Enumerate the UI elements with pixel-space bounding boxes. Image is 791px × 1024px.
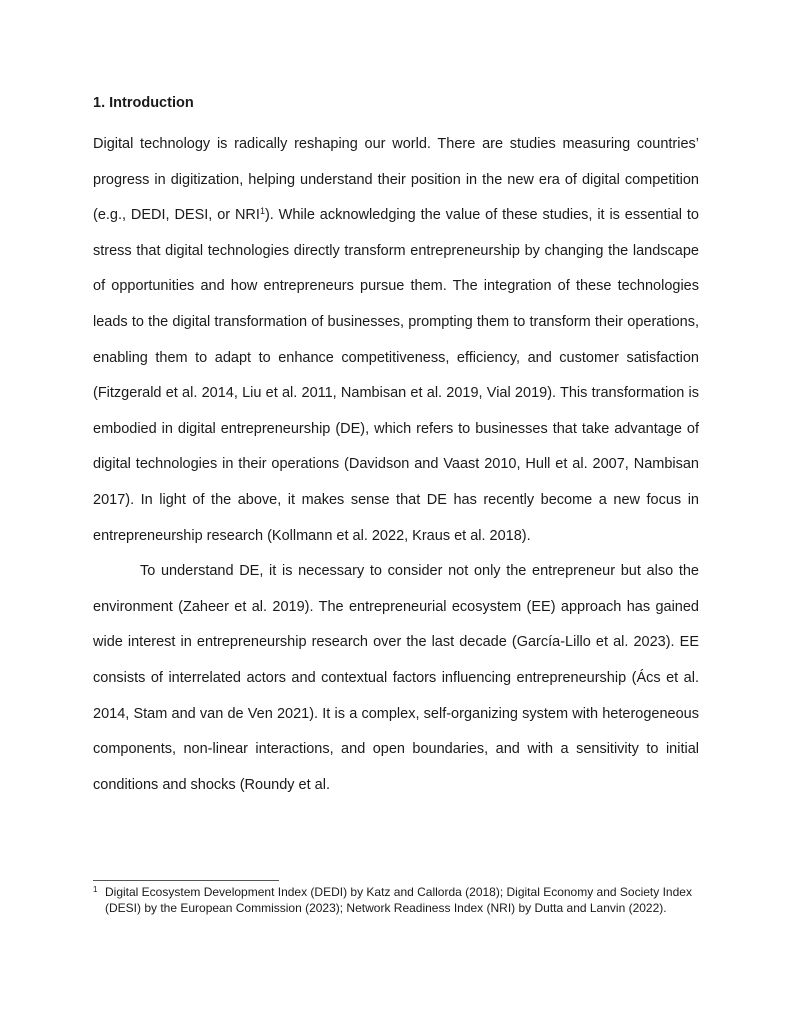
footnote	[93, 884, 699, 916]
paragraph-1	[93, 127, 699, 554]
footnote-mark: 1	[93, 885, 98, 894]
paragraph-2: To understand DE, it is necessary to consider not only the entrepreneur but also the environment (Zaheer et al. 2019). The entrepreneurial ecosystem (EE) approach has gained wide interest in entrepreneurship research over the last decade (García-Lillo et al. 2023). EE consists of interrelated actors and contextual factors influencing entrepreneurship (Ács et al. 2014, Stam and van de Ven 2021). It is a complex, self-organizing system with heterogeneous components, non-linear interactions, and open boundaries, and with a sensitivity to initial conditions and shocks (Roundy et al.	[93, 563, 699, 793]
body-text	[93, 127, 699, 803]
footnote-reference[interactable]: 1	[259, 206, 265, 217]
paragraph-1-text-a: Digital technology is radically reshaping our world. There are studies measuring countries’ progress in digitization, helping understand their position in the new era of digital competition (e.g., DEDI, DESI, or NRI	[93, 136, 699, 224]
footnote-text: Digital Ecosystem Development Index (DEDI) by Katz and Callorda (2018); Digital Economy and Society Index (DESI) by the European Commission (2023); Network Readiness Index (NRI) by Dutta and Lanvin (2022).	[105, 885, 692, 915]
paragraph-1-text-b: ). While acknowledging the value of these studies, it is essential to stress that digital technologies directly transform entrepreneurship by changing the landscape of opportunities and how entrepreneurs pursue them. The integration of these technologies leads to the digital transformation of businesses, prompting them to transform their operations, enabling them to adapt to enhance competitiveness, efficiency, and customer satisfaction (Fitzgerald et al. 2014, Liu et al. 2011, Nambisan et al. 2019, Vial 2019). This transformation is embodied in digital entrepreneurship (DE), which refers to businesses that take advantage of digital technologies in their operations (Davidson and Vaast 2010, Hull et al. 2007, Nambisan 2017). In light of the above, it makes sense that DE has recently become a new focus in entrepreneurship research (Kollmann et al. 2022, Kraus et al. 2018).	[93, 207, 699, 544]
footnote-divider	[93, 880, 279, 881]
section-heading: 1. Introduction	[93, 95, 194, 111]
